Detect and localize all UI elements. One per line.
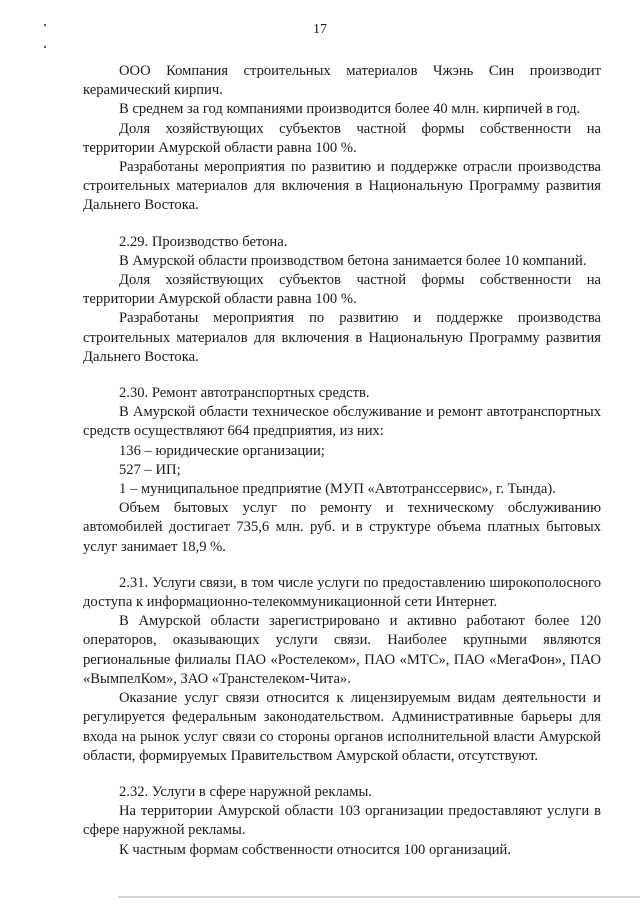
section-5	[83, 783, 601, 860]
scan-speck	[44, 24, 46, 26]
paragraph: 527 – ИП;	[119, 461, 181, 478]
paragraph: В среднем за год компаниями производится более 40 млн. кирпичей в год.	[119, 101, 581, 118]
section-heading: 2.29. Производство бетона.	[119, 233, 288, 250]
section-heading: 2.32. Услуги в сфере наружной рекламы.	[119, 783, 372, 800]
paragraph: В Амурской области зарегистрировано и активно работают более 120 операторов, оказывающих услуги связи. Наиболее крупными являются региональные филиалы ПАО «Ростелеком», ПАО «МТС», ПАО «МегаФон», ПАО «ВымпелКом», ЗАО «Транстелеком-Чита».	[83, 613, 601, 687]
paragraph: Доля хозяйствующих субъектов частной формы собственности на территории Амурской области равна 100 %.	[83, 120, 601, 156]
paragraph: ООО Компания строительных материалов Чжэнь Син производит керамический кирпич.	[83, 63, 601, 99]
paragraph: В Амурской области производством бетона занимается более 10 компаний.	[119, 252, 587, 269]
paragraph: Оказание услуг связи относится к лицензируемым видам деятельности и регулируется федеральным законодательством. Административные барьеры для входа на рынок услуг связи со стороны органов исполнительной власти Амурской области, формируемых Правительством Амурской области, отсутствуют.	[83, 690, 601, 764]
scan-speck	[44, 46, 46, 48]
paragraph: 1 – муниципальное предприятие (МУП «Автотранссервис», г. Тында).	[119, 481, 556, 498]
section-1	[83, 62, 601, 216]
paragraph: Разработаны мероприятия по развитию и поддержке отрасли производства строительных материалов для включения в Национальную Программу развития Дальнего Востока.	[83, 159, 601, 214]
section-gap	[83, 766, 601, 783]
section-heading: 2.30. Ремонт автотранспортных средств.	[119, 385, 370, 402]
section-gap	[83, 557, 601, 574]
page-edge-shadow	[118, 896, 640, 898]
section-4	[83, 574, 601, 766]
section-gap	[83, 367, 601, 384]
paragraph: Доля хозяйствующих субъектов частной формы собственности на территории Амурской области равна 100 %.	[83, 272, 601, 308]
section-3	[83, 384, 601, 557]
paragraph: 136 – юридические организации;	[119, 442, 325, 459]
section-gap	[83, 216, 601, 233]
page-number: 17	[313, 22, 327, 37]
paragraph: Объем бытовых услуг по ремонту и техническому обслуживанию автомобилей достигает 735,6 млн. руб. и в структуре объема платных бытовых услуг занимает 18,9 %.	[83, 500, 601, 555]
paragraph: На территории Амурской области 103 организации предоставляют услуги в сфере наружной рекламы.	[83, 803, 601, 839]
paragraph: В Амурской области техническое обслуживание и ремонт автотранспортных средств осуществляют 664 предприятия, из них:	[83, 404, 601, 440]
paragraph: Разработаны мероприятия по развитию и поддержке производства строительных материалов для включения в Национальную Программу развития Дальнего Востока.	[83, 310, 601, 365]
document-body	[83, 62, 601, 860]
section-2	[83, 233, 601, 367]
paragraph: К частным формам собственности относится 100 организаций.	[119, 841, 511, 858]
section-heading: 2.31. Услуги связи, в том числе услуги по предоставлению широкополосного доступа к информационно-телекоммуникационной сети Интернет.	[83, 574, 601, 611]
